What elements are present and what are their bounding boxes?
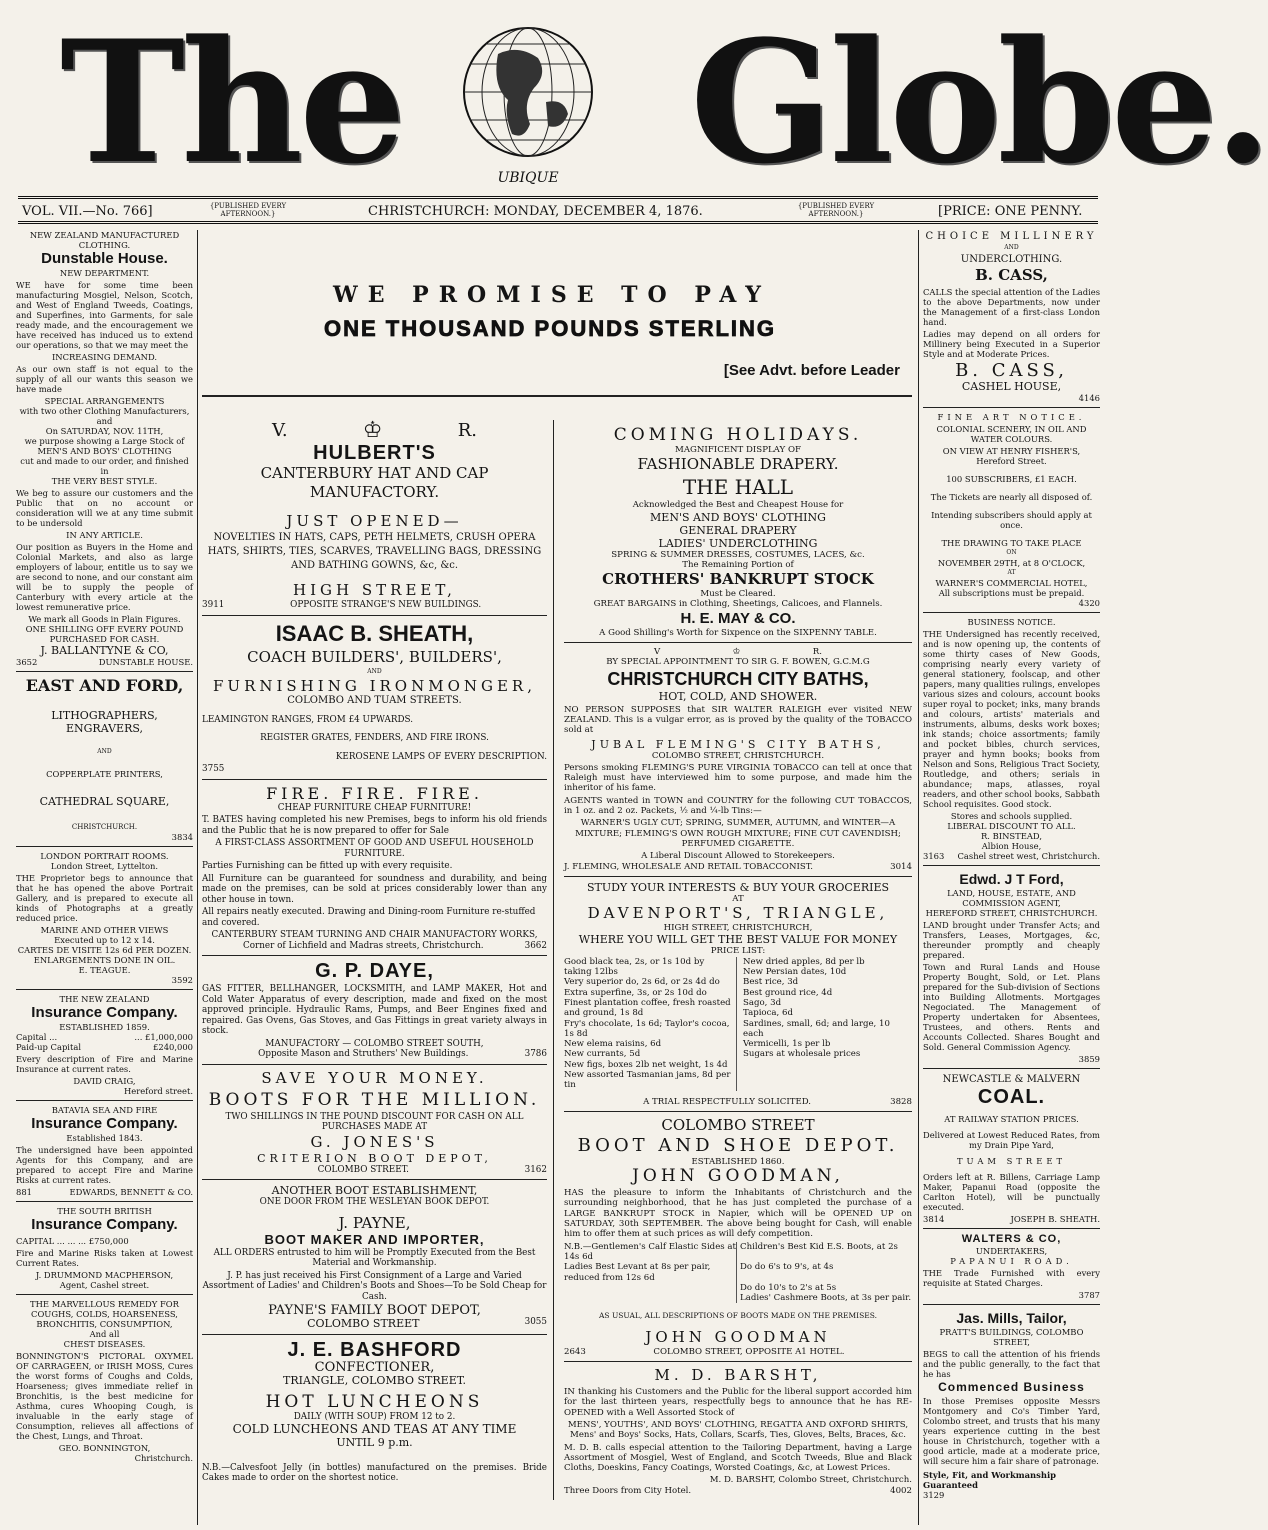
newcastle-malvern: NEWCASTLE & MALVERN <box>942 1074 1081 1085</box>
tickets: The Tickets are nearly all disposed of. <box>930 492 1093 502</box>
binstead: R. BINSTEAD, <box>981 831 1042 841</box>
price-item: Best ground rice, 4d <box>743 987 833 998</box>
three-doors: Three Doors from City Hotel. <box>564 1485 692 1496</box>
fleming-number: 3014 <box>890 861 912 872</box>
mills-number: 3129 <box>923 1490 945 1500</box>
daily-soup: DAILY (WITH SOUP) FROM 12 to 2. <box>293 1412 456 1422</box>
est-1860: ESTABLISHED 1860. <box>691 1156 785 1167</box>
paid-label: Paid-up Capital <box>16 1042 82 1052</box>
thousand-pounds: ONE THOUSAND POUNDS STERLING <box>323 316 777 341</box>
christchurch-1: CHRISTCHURCH. <box>71 823 138 831</box>
barsht-sig: M. D. BARSHT, Colombo Street, Christchurch. <box>709 1475 912 1486</box>
dunstable-house-title: Dunstable House. <box>41 250 168 267</box>
vr-r: R. <box>457 420 477 441</box>
hereford-street: Hereford Street. <box>976 456 1047 466</box>
colonial-scenery: COLONIAL SCENERY, IN OIL AND WATER COLOURS. <box>936 424 1087 444</box>
royal-crest-icon-2: ♔ <box>732 647 741 658</box>
and-2: AND <box>367 667 382 675</box>
as-usual: AS USUAL, ALL DESCRIPTIONS OF BOOTS MADE ON THE PREMISES. <box>599 1311 877 1321</box>
two-shillings: TWO SHILLINGS IN THE POUND DISCOUNT FOR CASH ON ALL PURCHASES MADE AT <box>225 1111 524 1132</box>
all-orders: ALL ORDERS entrusted to him will be Promptly Executed from the Best Material and Workmanship. <box>213 1247 536 1268</box>
drawing: THE DRAWING TO TAKE PLACE <box>941 538 1082 548</box>
paynes-depot: PAYNE'S FAMILY BOOT DEPOT, <box>268 1303 481 1318</box>
magnificent: MAGNIFICENT DISPLAY OF <box>675 445 801 455</box>
nb-calvesfoot: N.B.—Calvesfoot Jelly (in bottles) manufactured on the premises. Bride Cakes made to order on the shortest notice. <box>202 1462 547 1483</box>
save-money: SAVE YOUR MONEY. <box>261 1068 488 1087</box>
price-item: Finest plantation coffee, fresh roasted and ground, 1s 8d <box>564 997 731 1019</box>
masthead-globe: Globe. <box>690 3 1268 201</box>
trade-furnished: THE Trade Furnished with every requisite at Stated Charges. <box>923 1268 1100 1288</box>
east-ford-title: EAST AND FORD, <box>25 676 184 695</box>
promise-heading: WE PROMISE TO PAY <box>333 282 771 308</box>
volume-number: VOL. VII.—No. 766] <box>22 204 153 219</box>
gm-cell: Do do 10's to 2's at 5s <box>740 1282 837 1293</box>
boot-shoe-depot: BOOT AND SHOE DEPOT. <box>577 1134 899 1156</box>
ladies-under: LADIES' UNDERCLOTHING <box>658 536 818 550</box>
opposite-mason: Opposite Mason and Struthers' New Buildings. <box>258 1049 469 1059</box>
goodman-price-table <box>564 1242 912 1304</box>
published-left: {PUBLISHED EVERY AFTERNOON.} <box>209 202 287 218</box>
hot-luncheons: HOT LUNCHEONS <box>265 1392 484 1412</box>
capital-value: ... £1,000,000 <box>134 1032 193 1042</box>
walters-number: 3787 <box>1078 1290 1100 1300</box>
capital-label: Capital ... <box>16 1032 58 1042</box>
price-item: Sago, 3d <box>743 997 782 1008</box>
manufactory: MANUFACTORY — COLOMBO STREET SOUTH, <box>265 1038 484 1049</box>
land-agent: LAND, HOUSE, ESTATE, AND COMMISSION AGENT, <box>947 888 1076 908</box>
mills-begs: BEGS to call the attention of his friends and the public generally, to the fact that he has <box>923 1349 1100 1379</box>
price: [PRICE: ONE PENNY. <box>938 204 1083 219</box>
edwards: EDWARDS, BENNETT & CO. <box>69 1187 193 1197</box>
mills-premises: In those Premises opposite Messrs Montgomery and Co's Timber Yard, Colombo street, and trusts that his many years experience cutting in the best house in Christchurch, together with a good article, made at a moderate price, will secure him a fair share of patronage. <box>923 1396 1100 1466</box>
teague: E. TEAGUE. <box>78 965 131 975</box>
leamington: LEAMINGTON RANGES, FROM £4 UPWARDS. <box>202 714 414 725</box>
jp-received: J. P. has just received his First Consignment of a Large and Varied Assortment of Ladies' and Children's Boots and Shoes—To be Sold Cheap for Cash. <box>202 1270 547 1302</box>
royal-crest-icon: ♔ <box>362 418 383 443</box>
globe-icon <box>438 14 618 194</box>
ford-body: LAND brought under Transfer Acts; and Transfers, Leases, Mortgages, &c, thereunder promptly and cheaply prepared. <box>923 920 1100 960</box>
cass-number: 4146 <box>1078 393 1100 403</box>
price-list-right <box>743 957 912 1091</box>
plain-figures: We mark all Goods in Plain Figures. <box>28 614 181 624</box>
goodman-address: COLOMBO STREET, OPPOSITE A1 HOTEL. <box>653 1346 845 1357</box>
batavia-title: Insurance Company. <box>31 1115 178 1132</box>
showing: we purpose showing a Large Stock of <box>24 436 185 446</box>
liberal-discount: A Liberal Discount Allowed to Storekeepers. <box>641 851 835 862</box>
fire-heading: FIRE. FIRE. FIRE. <box>266 783 483 803</box>
triangle-colombo: TRIANGLE, COLOMBO STREET. <box>283 1374 466 1387</box>
batavia-pre: BATAVIA SEA AND FIRE <box>51 1105 158 1115</box>
undertakers: UNDERTAKERS, <box>975 1246 1048 1256</box>
boots-million: BOOTS FOR THE MILLION. <box>208 1089 541 1110</box>
gm-cell: Children's Best Kid E.S. Boots, at 2s <box>740 1241 898 1252</box>
register-grates: REGISTER GRATES, FENDERS, AND FIRE IRONS. <box>260 733 489 743</box>
papanui-road: PAPANUI ROAD. <box>950 1256 1073 1266</box>
any-article: IN ANY ARTICLE. <box>66 530 143 540</box>
isaac-sheath: ISAAC B. SHEATH, <box>275 620 474 646</box>
canterbury-hat: CANTERBURY HAT AND CAP MANUFACTORY. <box>260 464 489 501</box>
trial-solicited: A TRIAL RESPECTFULLY SOLICITED. <box>643 1096 812 1107</box>
bashford-title: J. E. BASHFORD <box>287 1339 462 1361</box>
vr-r-2: R. <box>812 647 822 658</box>
fleming-sig: J. FLEMING, WHOLESALE AND RETAIL TOBACCONIST. <box>564 861 813 872</box>
railway-prices: AT RAILWAY STATION PRICES. <box>944 1114 1079 1124</box>
copperplate: COPPERPLATE PRINTERS, <box>46 769 163 779</box>
bates-body: T. BATES having completed his new Premises, begs to inform his old friends and the Public that he is now prepared to offer for Sale <box>202 815 547 836</box>
nz-insurance-title: Insurance Company. <box>31 1004 178 1021</box>
mens-clothing: MEN'S AND BOYS' CLOTHING <box>37 446 172 456</box>
masthead-the: The <box>60 3 403 201</box>
on-word: ON <box>1006 549 1017 556</box>
all-furniture: All Furniture can be guaranteed for soundness and durability, and being made on the premises, can be sold at prices considerably lower than any other house in town. <box>202 873 547 905</box>
goodman-body: HAS the pleasure to inform the Inhabitants of Christchurch and the surrounding neighborhood, that he has just completed the purchase of a LARGE BANKRUPT STOCK in Napier, which will be OPENED UP on SATURDAY, 30th SEPTEMBER. The above being bought for Cash, will enable him to offer them at such prices as will defy competition. <box>564 1188 912 1240</box>
london-body: THE Proprietor begs to announce that that he has opened the above Portrait Gallery, and is prepared to execute all kinds of Photographs at a greatly reduced price. <box>16 873 193 923</box>
column-right <box>918 230 1100 1525</box>
commenced-business: Commenced Business <box>938 1380 1085 1394</box>
price-item: Vermicelli, 1s per lb <box>743 1039 831 1050</box>
paid-value: £240,000 <box>153 1042 193 1052</box>
payne: J. PAYNE, <box>338 1213 411 1232</box>
marine-views: MARINE AND OTHER VIEWS <box>40 925 169 935</box>
mens-boys: MEN'S AND BOYS' CLOTHING <box>650 510 826 524</box>
price-item: Best rice, 3d <box>743 977 799 988</box>
remaining-portion: The Remaining Portion of <box>682 559 794 570</box>
cheap-furniture: CHEAP FURNITURE CHEAP FURNITURE! <box>277 802 472 813</box>
masthead <box>0 0 1268 201</box>
delivered: Delivered at Lowest Reduced Rates, from my Drain Pipe Yard, <box>923 1130 1100 1150</box>
parties: Parties Furnishing can be fitted up with every requisite. <box>202 861 453 871</box>
see-advt: [See Advt. before Leader <box>723 362 900 379</box>
must-be-cleared: Must be Cleared. <box>700 589 776 600</box>
craig: DAVID CRAIG, <box>73 1076 136 1086</box>
study-interests: STUDY YOUR INTERESTS & BUY YOUR GROCERIES <box>586 880 890 894</box>
bonnington-body: BONNINGTON'S PICTORAL OXYMEL OF CARRAGEEN, or IRISH MOSS, Cures the worst forms of Coughs and Colds, Hoarseness; gives immediate relief in Bronchitis, is the best medicine for Asthma, cures Whooping Cough, is invaluable in the early stage of Consumption, relieves all affections of the Chest, Lungs, and Throat. <box>16 1351 193 1441</box>
furnishing-ironmonger: FURNISHING IRONMONGER, <box>213 677 536 695</box>
barsht-number: 4002 <box>890 1485 912 1496</box>
stores-schools: Stores and schools supplied. <box>950 811 1073 821</box>
bonnington-sig: GEO. BONNINGTON, <box>58 1443 151 1453</box>
and-all: And all <box>89 1329 120 1339</box>
just-opened: JUST OPENED— <box>286 512 463 530</box>
place-date: CHRISTCHURCH: MONDAY, DECEMBER 4, 1876. <box>368 204 703 219</box>
at-word: AT <box>1007 569 1016 576</box>
may-co: H. E. MAY & CO. <box>680 609 796 627</box>
business-notice: BUSINESS NOTICE. <box>967 617 1056 627</box>
barsht-socks: Mens' and Boys' Socks, Hats, Collars, Scarfs, Ties, Gloves, Belts, Braces, &c. <box>570 1430 906 1441</box>
colombo-st: COLOMBO STREET. <box>317 1164 409 1175</box>
corner-lichfield: Corner of Lichfield and Madras streets, Christchurch. <box>242 940 484 951</box>
gm-cell: Do do 6's to 9's, at 4s <box>740 1262 834 1273</box>
vr-v: V. <box>272 420 288 441</box>
ballantyne-sig: J. BALLANTYNE & CO, <box>40 644 169 657</box>
tuam-street: TUAM STREET <box>956 1156 1067 1166</box>
price-list: PRICE LIST: <box>710 946 766 957</box>
hereford-chch: HEREFORD STREET, CHRISTCHURCH. <box>925 908 1098 918</box>
price-item: New elema raisins, 6d <box>564 1039 662 1050</box>
price-item: Very superior do, 2s 6d, or 2s 4d do <box>564 977 720 988</box>
fine-art-notice: FINE ART NOTICE. <box>937 412 1086 422</box>
hulbert-number: 3911 <box>202 600 225 610</box>
on-view: ON VIEW AT HENRY FISHER'S, <box>942 446 1081 456</box>
price-list-left <box>564 957 737 1091</box>
agent-cashel: Agent, Cashel street. <box>59 1280 150 1290</box>
teague-number: 3592 <box>171 975 193 985</box>
boot-maker: BOOT MAKER AND IMPORTER, <box>264 1231 485 1247</box>
hot-cold-shower: HOT, COLD, AND SHOWER. <box>658 689 818 703</box>
macpherson: J. DRUMMOND MACPHERSON, <box>35 1270 174 1280</box>
high-street: HIGH STREET, <box>293 581 456 599</box>
style-fit: Style, Fit, and Workmanship Guaranteed <box>923 1470 1056 1490</box>
price-item: Sardines, small, 6d; and large, 10 each <box>743 1018 890 1039</box>
chest-diseases: CHEST DISEASES. <box>63 1339 146 1349</box>
ford-number: 3859 <box>1078 1054 1100 1064</box>
liberal-all: LIBERAL DISCOUNT TO ALL. <box>947 821 1076 831</box>
price-item: Tapioca, 6d <box>743 1008 793 1019</box>
cass-body: CALLS the special attention of the Ladies to the above Departments, now under the Management of a first-class London hand. <box>923 287 1100 327</box>
cass-ladies: Ladies may depend on all orders for Millinery being Executed in a Superior Style and at Moderate Prices. <box>923 329 1100 359</box>
price-item: New Persian dates, 10d <box>743 967 847 978</box>
spring-summer: SPRING & SUMMER DRESSES, COSTUMES, LACES, &c. <box>611 549 865 560</box>
nz-manufactured: NEW ZEALAND MANUFACTURED CLOTHING. <box>29 230 180 250</box>
very-best-style: THE VERY BEST STYLE. <box>51 476 158 486</box>
ballantyne-number: 3652 <box>16 657 38 667</box>
warners-ugly: WARNER'S UGLY CUT; SPRING, SUMMER, AUTUMN, and WINTER—A MIXTURE; FLEMING'S OWN ROUGH MIXTURE; FINE CUT CAVENDISH; PERFUMED CIGARETTE. <box>575 818 901 849</box>
daye-title: G. P. DAYE, <box>315 960 434 982</box>
steam-turning: CANTERBURY STEAM TURNING AND CHAIR MANUFACTORY WORKS, <box>211 930 538 940</box>
batavia-body: The undersigned have been appointed Agents for this Company, and are prepared to accept Fire and Marine Risks at current rates. <box>16 1145 193 1185</box>
prepaid: All subscriptions must be prepaid. <box>938 588 1085 598</box>
shilling-off: ONE SHILLING OFF EVERY POUND PURCHASED FOR CASH. <box>25 624 184 644</box>
price-item: New assorted Tasmanian jams, 8d per tin <box>564 1069 731 1091</box>
est-1859: ESTABLISHED 1859. <box>59 1022 150 1032</box>
gm-cell: N.B.—Gentlemen's Calf Elastic Sides at 14s 6d <box>564 1241 736 1262</box>
cold-luncheons: COLD LUNCHEONS AND TEAS AT ANY TIME <box>232 1421 517 1436</box>
jubal-fleming: JUBAL FLEMING'S CITY BATHS, <box>591 737 885 751</box>
november-date: NOVEMBER 29TH, at 8 O'CLOCK, <box>937 558 1086 568</box>
special-arrangements: SPECIAL ARRANGEMENTS <box>44 396 165 406</box>
sheath-number: 3755 <box>202 764 225 774</box>
cass-2: B. CASS, <box>955 360 1068 381</box>
and-1: AND <box>97 748 112 755</box>
confectioner: CONFECTIONER, <box>314 1360 435 1375</box>
south-british-pre: THE SOUTH BRITISH <box>57 1206 152 1216</box>
edwards-number: 881 <box>16 1187 32 1197</box>
gm-cell: Ladies Best Levant at 8s per pair, reduced from 12s 6d <box>564 1262 737 1283</box>
fashionable-drapery: FASHIONABLE DRAPERY. <box>637 455 839 474</box>
colombo-tuam: COLOMBO AND TUAM STREETS. <box>287 695 462 706</box>
city-baths: CHRISTCHURCH CITY BATHS, <box>607 668 869 689</box>
john-goodman-2: JOHN GOODMAN <box>645 1327 831 1346</box>
gm-cell <box>564 1293 737 1303</box>
barsht-tailor: M. D. B. calls especial attention to the Tailoring Department, having a Large Assortment of Mosgiel, West of England, and Scotch Tweeds, Blue and Black Cloths, Doeskins, Fancy Coatings, Worsted Coatings, &c, at Lowest Prices. <box>564 1442 912 1474</box>
john-goodman: JOHN GOODMAN, <box>632 1166 844 1187</box>
price-item: Extra superfine, 3s, or 2s 10d do <box>564 987 707 998</box>
jones: G. JONES'S <box>310 1132 439 1151</box>
increasing-demand: INCREASING DEMAND. <box>51 352 158 362</box>
at-davenport: AT <box>732 893 744 904</box>
london-portrait: LONDON PORTRAIT ROOMS. <box>40 851 169 861</box>
dateline <box>18 196 1098 224</box>
cut-made: cut and made to our order, and finished in <box>20 456 189 476</box>
price-item: Fry's chocolate, 1s 6d; Taylor's cocoa, 1s 8d <box>564 1018 730 1039</box>
masthead-motto: UBIQUE <box>497 170 559 186</box>
special-appointment: BY SPECIAL APPOINTMENT TO SIR G. F. BOWEN, G.C.M.G <box>606 657 870 668</box>
bonnington-city: Christchurch. <box>134 1453 193 1463</box>
pratts-buildings: PRATT'S BUILDINGS, COLOMBO STREET, <box>939 1327 1084 1347</box>
cartes: CARTES DE VISITE 12s 6d PER DOZEN. <box>17 945 192 955</box>
opposite-strange: OPPOSITE STRANGE'S NEW BUILDINGS. <box>290 600 482 610</box>
one-door: ONE DOOR FROM THE WESLEYAN BOOK DEPOT. <box>259 1197 490 1207</box>
price-item: Good black tea, 2s, or 1s 10d by taking 12lbs <box>564 956 705 978</box>
saturday: On SATURDAY, NOV. 11TH, <box>45 426 164 436</box>
gm-cell: Ladies' Cashmere Boots, at 3s per pair. <box>740 1293 912 1304</box>
acknowledged: Acknowledged the Best and Cheapest House for <box>632 500 844 511</box>
south-british-title: Insurance Company. <box>31 1216 178 1233</box>
coming-holidays: COMING HOLIDAYS. <box>613 425 863 445</box>
walters-title: WALTERS & CO, <box>961 1233 1062 1245</box>
warners-hotel: WARNER'S COMMERCIAL HOTEL, <box>935 578 1088 588</box>
another-boot: ANOTHER BOOT ESTABLISHMENT, <box>271 1184 478 1197</box>
column-center-right <box>558 420 912 1500</box>
lithographers: LITHOGRAPHERS, ENGRAVERS, <box>51 709 158 735</box>
orders-left: Orders left at R. Billens, Carriage Lamp Maker, Papanui Road (opposite the Carlton Hotel), will be punctually executed. <box>923 1172 1100 1212</box>
general-drapery: GENERAL DRAPERY <box>679 523 797 537</box>
assure: We beg to assure our customers and the Public that on no account or consideration will we at any time submit to be undersold <box>16 488 193 528</box>
payne-street: COLOMBO STREET <box>307 1317 420 1330</box>
price-list-table <box>564 957 912 1091</box>
cashel-street-west: Cashel street west, Christchurch. <box>957 851 1100 861</box>
albion-house: Albion House, <box>981 841 1042 851</box>
payne-number: 3055 <box>524 1317 547 1327</box>
daye-body: GAS FITTER, BELLHANGER, LOCKSMITH, and LAMP MAKER, Hot and Cold Water Apparatus of every description, made and fixed on the most approved principle. Hydraulic Rams, Pumps, and Beer Engines fixed and repaired. Gas Ovens, Gas Stoves, and Gas Fittings in great variety always in stock. <box>202 984 547 1036</box>
cashel-house: CASHEL HOUSE, <box>961 380 1062 393</box>
repairs: All repairs neatly executed. Drawing and Dining-room Furniture re-stuffed and covered. <box>202 907 536 928</box>
intending: Intending subscribers should apply at once. <box>931 510 1092 530</box>
colombo-street-heading: COLOMBO STREET <box>661 1115 815 1134</box>
sheath-coal-number: 3814 <box>923 1214 945 1224</box>
barsht-body: IN thanking his Customers and the Public for the liberal support accorded him for the last thirteen years, respectfully begs to announce that he has RE-OPENED with a Well Assorted Stock of <box>564 1387 912 1418</box>
underclothing: UNDERCLOTHING. <box>960 254 1063 265</box>
london-street: London Street, Lyttelton. <box>50 861 159 871</box>
bates-number: 3662 <box>524 940 547 951</box>
capital-2: CAPITAL ... ... ... £750,000 <box>16 1236 129 1246</box>
cass-title: B. CASS, <box>975 266 1048 284</box>
subscribers: 100 SUBSCRIBERS, £1 EACH. <box>946 474 1077 484</box>
est-1843: Established 1843. <box>66 1133 143 1143</box>
high-chch: HIGH STREET, CHRISTCHURCH, <box>663 923 813 934</box>
crothers-bankrupt: CROTHERS' BANKRUPT STOCK <box>602 570 874 589</box>
novelties: NOVELTIES IN HATS, CAPS, PETH HELMETS, CRUSH OPERA HATS, SHIRTS, TIES, SCARVES, TRAVELLING BAGS, DRESSING AND BATHING GOWNS, &c, &c. <box>207 532 542 571</box>
coal-title: COAL. <box>977 1086 1046 1108</box>
executed: Executed up to 12 x 14. <box>54 935 155 945</box>
daye-number: 3786 <box>524 1049 547 1059</box>
agents-wanted: AGENTS wanted in TOWN and COUNTRY for the following CUT TOBACCOS, in 1 oz. and 2 oz. Packets, ½ and ¼-lb Tins:— <box>564 795 912 817</box>
fire-lowest: Fire and Marine Risks taken at Lowest Current Rates. <box>16 1248 193 1268</box>
the-hall: THE HALL <box>682 475 794 500</box>
vr-v-2: V <box>654 647 661 658</box>
nz-insurance-pre: THE NEW ZEALAND <box>59 994 150 1004</box>
choice-millinery: CHOICE MILLINERY <box>925 231 1098 242</box>
price-item: New figs, boxes 2lb net weight, 1s 4d <box>564 1059 728 1070</box>
price-item: New dried apples, 8d per lb <box>743 956 865 967</box>
price-item: New currants, 5d <box>564 1049 641 1060</box>
goodman-number: 2643 <box>564 1346 586 1357</box>
davenports: DAVENPORT'S, TRIANGLE, <box>587 904 889 923</box>
davenport-number: 3828 <box>890 1096 912 1107</box>
new-department: NEW DEPARTMENT. <box>59 268 150 278</box>
published-right: {PUBLISHED EVERY AFTERNOON.} <box>797 202 875 218</box>
enlargements: ENLARGEMENTS DONE IN OIL. <box>33 955 176 965</box>
binstead-number: 3163 <box>923 851 945 861</box>
column-left <box>16 230 198 1525</box>
coach-builders: COACH BUILDERS', BUILDERS', <box>247 647 502 666</box>
position: Our position as Buyers in the Home and Colonial Markets, and also as large employers of labour, entitle us to say we are second to none, and our constant aim will be to supply the people of Canterbury with every article at the lowest remunerative price. <box>16 542 193 612</box>
until-9: UNTIL 9 p.m. <box>336 1435 413 1449</box>
gm-cell <box>564 1283 737 1293</box>
dunstable-body: WE have for some time been manufacturing Mosgiel, Nelson, Scotch, and West of England Tweeds, Coatings, and Superfines, into Garments, for sale ready made, and the encouragement we have received has induced us to extend our operations, so that we may meet the <box>16 280 193 350</box>
raleigh: NO PERSON SUPPOSES that SIR WALTER RALEIGH ever visited NEW ZEALAND. This is a vulgar error, as is proved by the quality of the TOBACCO sold at <box>564 704 912 736</box>
ef-number: 3834 <box>171 832 193 842</box>
mills-title: Jas. Mills, Tailor, <box>956 1310 1067 1326</box>
craig-hereford: Hereford street. <box>124 1086 193 1096</box>
ballantyne-address: DUNSTABLE HOUSE. <box>98 657 193 667</box>
and-3: AND <box>1004 244 1019 251</box>
assortment: A FIRST-CLASS ASSORTMENT OF GOOD AND USEFUL HOUSEHOLD FURNITURE. <box>215 838 534 859</box>
kerosene: KEROSENE LAMPS OF EVERY DESCRIPTION. <box>335 751 547 762</box>
business-body: THE Undersigned has recently received, and is now opening up, the contents of some thirty cases of New Goods, comprising nearly every variety of general stationery, foolscap, and other papers, many qualities rulings, envelopes various sizes and colours, account books super royal to pocket; inks, many brands and colours, artists' materials and instruments, albums, desks work boxes; ink stands; choice assortments; family and pocket bibles, church services, prayer and hymn books; books from Nelson and Sons, Religious Tract Society, Routledge, and others; serials in abundance; maps, atlasses, royal readers, and other school books, Sabbath School requisites. Good stock. <box>923 629 1100 809</box>
staff-text: As our own staff is not equal to the supply of all our wants this season we have made <box>16 364 193 394</box>
sheath-sig: JOSEPH B. SHEATH. <box>1010 1214 1100 1224</box>
barsht-title: M. D. BARSHT, <box>654 1366 822 1385</box>
cathedral-square: CATHEDRAL SQUARE, <box>39 795 170 808</box>
criterion: CRITERION BOOT DEPOT, <box>257 1151 492 1165</box>
column-center-left <box>202 420 554 1500</box>
ford-title: Edwd. J T Ford, <box>959 871 1064 887</box>
with-two: with two other Clothing Manufacturers, and <box>19 406 190 426</box>
fire-marine: Every description of Fire and Marine Insurance at current rates. <box>16 1054 193 1074</box>
persons-smoking: Persons smoking FLEMING'S PURE VIRGINIA TOBACCO can tell at once that Raleigh must have interviewed him to some purpose, and made him the inheritor of his fame. <box>564 762 912 794</box>
good-shilling: A Good Shilling's Worth for Sixpence on the SIXPENNY TABLE. <box>599 627 877 638</box>
fine-art-number: 4320 <box>1078 598 1100 608</box>
best-value: WHERE YOU WILL GET THE BEST VALUE FOR MONEY <box>578 933 898 947</box>
price-item: Sugars at wholesale prices <box>743 1049 861 1060</box>
great-bargains: GREAT BARGAINS in Clothing, Sheetings, Calicoes, and Flannels. <box>593 599 883 610</box>
colombo-chch: COLOMBO STREET, CHRISTCHURCH. <box>651 750 825 761</box>
town-rural: Town and Rural Lands and House Property Bought, Sold, or Let. Plans prepared for the Sub-division of Sections into Building Allotments. Mortgages Negociated. The Management of Property undertaken for Absentees, Trustees, and others. Rents and Accounts Collected. Shares Bought and Sold. General Commission Agency. <box>923 962 1100 1052</box>
barsht-mens: MENS', YOUTHS', AND BOYS' CLOTHING, REGATTA AND OXFORD SHIRTS, <box>567 1419 909 1430</box>
hulbert-title: HULBERT'S <box>313 442 436 464</box>
jones-number: 3162 <box>524 1164 547 1175</box>
remedy: THE MARVELLOUS REMEDY FOR COUGHS, COLDS, HOARSENESS, BRONCHITIS, CONSUMPTION, <box>30 1299 179 1329</box>
